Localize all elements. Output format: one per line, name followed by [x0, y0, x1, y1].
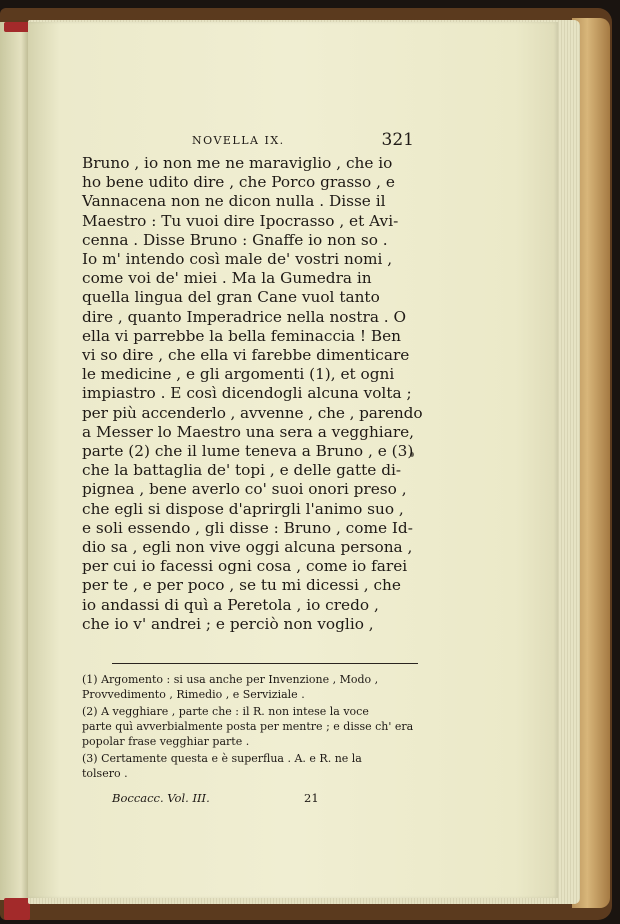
footnote-line: popolar frase vegghiar parte .: [82, 735, 250, 749]
text-line: che la battaglia de' topi , e delle gatte di-: [82, 461, 402, 480]
signature-line: [82, 791, 422, 809]
text-line: ho bene udito dire , che Porco grasso , e: [82, 173, 395, 192]
ribbon-marker-bottom: [4, 898, 30, 920]
text-line: Maestro : Tu vuoi dire Ipocrasso , et Avi-: [82, 211, 399, 230]
text-line: impiastro . E così dicendogli alcuna volta ;: [82, 384, 412, 403]
ribbon-marker-top: [4, 22, 30, 32]
text-line: cenna . Disse Bruno : Gnaffe io non so .: [82, 230, 388, 249]
footnote-line: (1) Argomento : si usa anche per Invenzione , Modo ,: [82, 673, 379, 687]
signature-number: 21: [304, 791, 319, 806]
footnotes: [82, 672, 422, 781]
body-text: [82, 154, 422, 634]
text-line: io andassi di quì a Peretola , io credo ,: [82, 595, 379, 614]
facing-page-edge: [0, 22, 30, 900]
text-line: parte (2) che il lume teneva a Bruno , e (3): [82, 442, 414, 461]
text-line: come voi de' miei . Ma la Gumedra in: [82, 269, 372, 288]
text-line: Vannacena non ne dicon nulla . Disse il: [82, 192, 386, 211]
text-line: a Messer lo Maestro una sera a vegghiare,: [82, 422, 415, 441]
footnote-line: Provvedimento , Rimedio , e Serviziale .: [82, 688, 305, 702]
text-line: dio sa , egli non vive oggi alcuna persona ,: [82, 538, 413, 557]
running-head: NOVELLA IX.: [192, 134, 285, 147]
page-content: [82, 130, 422, 809]
footnote-line: parte quì avverbialmente posta per mentre ; e disse ch' era: [82, 720, 414, 734]
text-line: pignea , bene averlo co' suoi onori preso ,: [82, 480, 407, 499]
text-line: che egli si dispose d'aprirgli l'animo suo ,: [82, 499, 404, 518]
text-line: che io v' andrei ; e perciò non voglio ,: [82, 614, 374, 633]
text-line: vi so dire , che ella vi farebbe dimenticare: [82, 346, 410, 365]
footnote-line: (3) Certamente questa e è superflua . A. e R. ne la: [82, 752, 362, 766]
signature-mark: Boccacc. Vol. III.: [112, 791, 210, 806]
text-line: per cui io facessi ogni cosa , come io farei: [82, 557, 408, 576]
text-line: e soli essendo , gli disse : Bruno , come Id-: [82, 518, 413, 537]
text-line: dire , quanto Imperadrice nella nostra . O: [82, 307, 407, 326]
footnote-line: (2) A vegghiare , parte che : il R. non intese la voce: [82, 705, 369, 719]
text-line: per te , e per poco , se tu mi dicessi , che: [82, 576, 401, 595]
footnote-line: tolsero .: [82, 767, 128, 781]
page-number: 321: [381, 130, 414, 150]
text-line: ella vi parrebbe la bella feminaccia ! Ben: [82, 326, 402, 345]
text-line: quella lingua del gran Cane vuol tanto: [82, 288, 380, 307]
text-line: Bruno , io non me ne maraviglio , che io: [82, 154, 393, 172]
book-page: [28, 22, 558, 898]
text-line: per più accenderlo , avvenne , che , parendo: [82, 403, 423, 422]
footnote-rule: [112, 663, 418, 664]
text-line: le medicine , e gli argomenti (1), et ogni: [82, 365, 395, 384]
text-line: Io m' intendo così male de' vostri nomi ,: [82, 250, 393, 269]
page-header: [82, 130, 422, 152]
